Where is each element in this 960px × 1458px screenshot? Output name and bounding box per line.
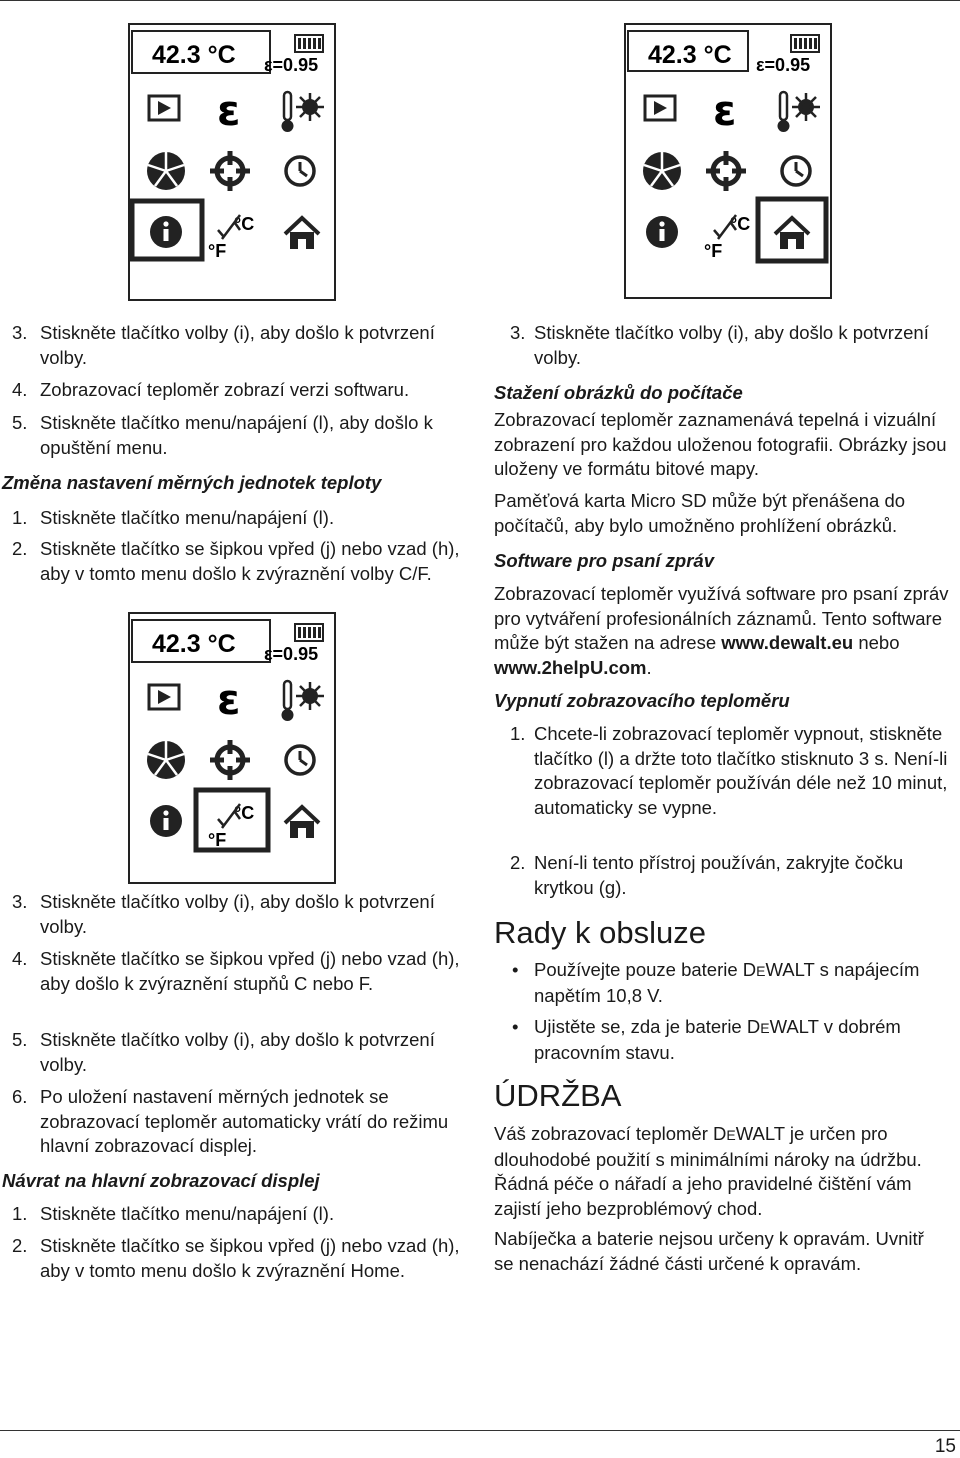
- battery-icon: [791, 35, 819, 52]
- home-icon: [285, 218, 319, 249]
- clock-icon: [286, 746, 314, 774]
- thermometer-screen-home-selected: [624, 23, 832, 299]
- heading-return: Návrat na hlavní zobrazovací displej: [2, 1170, 320, 1191]
- unit-cf-icon: [704, 214, 750, 261]
- info-icon: [150, 805, 182, 837]
- selection-frame: [758, 199, 826, 261]
- bullet-1: • Používejte pouze baterie DEWALT s napájecím napětím 10,8 V.: [512, 959, 920, 1006]
- step-o1: 1. Chcete-li zobrazovací teploměr vypnout, stiskněte tlačítko (l) a držte toto tlačítko stisknuto 3 s. Není-li zobrazovací teploměr používán déle než 10 minut, automaticky se vypne.: [510, 723, 948, 818]
- step-s1-5: 5. Stiskněte tlačítko menu/napájení (l), aby došlo k opuštění menu.: [12, 412, 433, 458]
- epsilon-icon: [217, 675, 240, 724]
- para-software: Zobrazovací teploměr využívá software pro psaní zpráv pro vytváření profesionálních záznamů. Tento software může být stažen na adrese www.dewalt.eu nebo www.2helpU.com.: [494, 583, 949, 678]
- clock-icon: [286, 157, 314, 185]
- svg-text:°C: °C: [234, 803, 255, 823]
- play-icon: [645, 96, 675, 120]
- step-r-3: 3. Stiskněte tlačítko volby (i), aby došlo k potvrzení volby.: [510, 322, 929, 368]
- temp-readout: 42.3 °C: [152, 630, 236, 658]
- header-group: [132, 620, 323, 664]
- header-group: [132, 31, 323, 75]
- heading-udrzba: ÚDRŽBA: [494, 1078, 622, 1113]
- step-s1-4: 4. Zobrazovací teploměr zobrazí verzi softwaru.: [12, 379, 410, 400]
- header-group: [628, 31, 819, 75]
- unit-cf-icon: [208, 214, 254, 261]
- svg-text:ε: ε: [217, 86, 241, 135]
- clock-icon: [782, 157, 810, 185]
- play-icon: [149, 685, 179, 709]
- emissivity-readout: ε=0.95: [264, 55, 319, 75]
- para-download-2: Paměťová karta Micro SD může být přenášena do počítačů, aby bylo umožněno prohlížení obrázků.: [494, 490, 906, 536]
- unit-cf-icon: [208, 803, 254, 850]
- step-u5: 5. Stiskněte tlačítko volby (i), aby došlo k potvrzení volby.: [12, 1029, 435, 1075]
- svg-text:ε: ε: [217, 675, 241, 724]
- heading-units: Změna nastavení měrných jednotek teploty: [2, 472, 382, 493]
- battery-icon: [295, 624, 323, 641]
- emissivity-readout: ε=0.95: [264, 644, 319, 664]
- crosshair-icon: [706, 151, 746, 191]
- aperture-icon: [147, 741, 185, 779]
- info-icon: [646, 216, 678, 248]
- epsilon-icon: [217, 86, 240, 135]
- step-u3: 3. Stiskněte tlačítko volby (i), aby došlo k potvrzení volby.: [12, 891, 435, 937]
- bullet-2: • Ujistěte se, zda je baterie DEWALT v dobrém pracovním stavu.: [512, 1016, 901, 1063]
- page-number: 15: [934, 1436, 956, 1457]
- svg-text:°C: °C: [730, 214, 751, 234]
- svg-text:ε: ε: [713, 86, 737, 135]
- heading-rady: Rady k obsluze: [494, 915, 706, 950]
- emissivity-readout: ε=0.95: [756, 55, 811, 75]
- epsilon-icon: [713, 86, 736, 135]
- step-o2: 2. Není-li tento přístroj používán, zakryjte čočku krytkou (g).: [510, 852, 904, 898]
- heading-off: Vypnutí zobrazovacího teploměru: [494, 690, 790, 711]
- selection-frame: [196, 790, 268, 850]
- link-2helpu[interactable]: www.2helpU.com: [494, 656, 647, 678]
- home-icon: [285, 807, 319, 838]
- para-maintenance-1: Váš zobrazovací teploměr DEWALT je určen pro dlouhodobé použití s minimálními nároky na údržbu. Řádná péče o nářadí a jeho pravidelné čištění vám zajistí jeho bezproblémový chod.: [494, 1123, 922, 1219]
- heading-download: Stažení obrázků do počítače: [494, 382, 743, 403]
- aperture-icon: [147, 152, 185, 190]
- thermometer-sun-icon: [282, 681, 325, 721]
- step-u6: 6. Po uložení nastavení měrných jednotek se zobrazovací teploměr automaticky vrátí do režimu hlavní zobrazovací displej.: [12, 1086, 449, 1156]
- step-u1: 1. Stiskněte tlačítko menu/napájení (l).: [12, 507, 335, 528]
- svg-text:°C: °C: [234, 214, 255, 234]
- step-r2: 2. Stiskněte tlačítko se šipkou vpřed (j) nebo vzad (h), aby v tomto menu došlo k zvýraznění Home.: [12, 1235, 460, 1281]
- bottom-rule: [0, 1430, 960, 1431]
- step-s1-3: 3. Stiskněte tlačítko volby (i), aby došlo k potvrzení volby.: [12, 322, 435, 368]
- play-icon: [149, 96, 179, 120]
- link-dewalt[interactable]: www.dewalt.eu: [721, 632, 854, 653]
- battery-icon: [295, 35, 323, 52]
- home-icon: [775, 218, 809, 249]
- heading-software: Software pro psaní zpráv: [494, 550, 714, 571]
- svg-text:°F: °F: [208, 830, 227, 850]
- step-u2: 2. Stiskněte tlačítko se šipkou vpřed (j) nebo vzad (h), aby v tomto menu došlo k zvýraznění volby C/F.: [12, 538, 460, 584]
- thermometer-screen-info-selected: [128, 23, 336, 301]
- top-rule: [0, 0, 960, 1]
- thermometer-screen-cf-selected: [128, 612, 336, 884]
- crosshair-icon: [210, 740, 250, 780]
- crosshair-icon: [210, 151, 250, 191]
- step-u4: 4. Stiskněte tlačítko se šipkou vpřed (j) nebo vzad (h), aby došlo k zvýraznění stupňů C nebo F.: [12, 948, 460, 994]
- info-icon: [150, 216, 182, 248]
- aperture-icon: [643, 152, 681, 190]
- thermometer-sun-icon: [282, 92, 325, 132]
- svg-text:°F: °F: [208, 241, 227, 261]
- para-maintenance-2: Nabíječka a baterie nejsou určeny k opravám. Uvnitř se nenachází žádné části určené k opravám.: [494, 1228, 924, 1274]
- svg-text:°F: °F: [704, 241, 723, 261]
- para-download-1: Zobrazovací teploměr zaznamenává tepelná i vizuální zobrazení pro každou uloženou fotografii. Obrázky jsou uloženy ve formátu bitové mapy.: [494, 409, 947, 479]
- temp-readout: 42.3 °C: [152, 41, 236, 69]
- step-r1: 1. Stiskněte tlačítko menu/napájení (l).: [12, 1203, 335, 1224]
- temp-readout: 42.3 °C: [648, 41, 732, 69]
- thermometer-sun-icon: [778, 92, 821, 132]
